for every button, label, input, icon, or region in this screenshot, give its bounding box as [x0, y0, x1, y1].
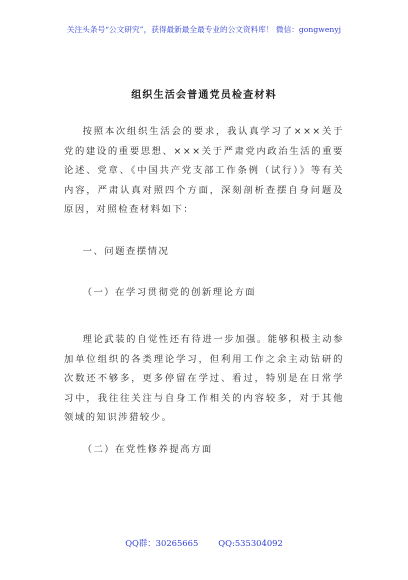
document-title: 组织生活会普通党员检查材料 — [131, 90, 277, 101]
qq-number: QQ:535304092 — [218, 538, 283, 548]
section-heading: 一、问题查摆情况 — [82, 246, 170, 257]
header-notice: 关注头条号“公文研究”，获得最新最全最专业的公文资料库！ 微信：gongwenyj — [66, 25, 342, 34]
footer-contact — [0, 537, 408, 549]
subsection-heading-2: （二）在党性修养提高方面 — [82, 444, 213, 455]
intro-paragraph: 按照本次组织生活会的要求，我认真学习了×××关于党的建设的重要思想、×××关于严肃党内政治生活的重要论述、党章、《中国共产党支部工作条例（试行）》等有关内容，严肃认真对照四个方面，深刻剖析查摆自身问题及原因，对照检查材料如下： — [64, 126, 344, 216]
qq-group-number: QQ群：30265665 — [125, 538, 199, 548]
subsection-heading-1: （一）在学习贯彻党的创新理论方面 — [82, 287, 257, 298]
subsection-1-paragraph: 理论武装的自觉性还有待进一步加强。能够积极主动参加单位组织的各类理论学习，但利用工作之余主动钻研的次数还不够多，更多停留在学过、看过，特别是在日常学习中，我往往关注与自身工作相关的内容较多，对于其他领域的知识涉猎较少。 — [64, 334, 344, 424]
